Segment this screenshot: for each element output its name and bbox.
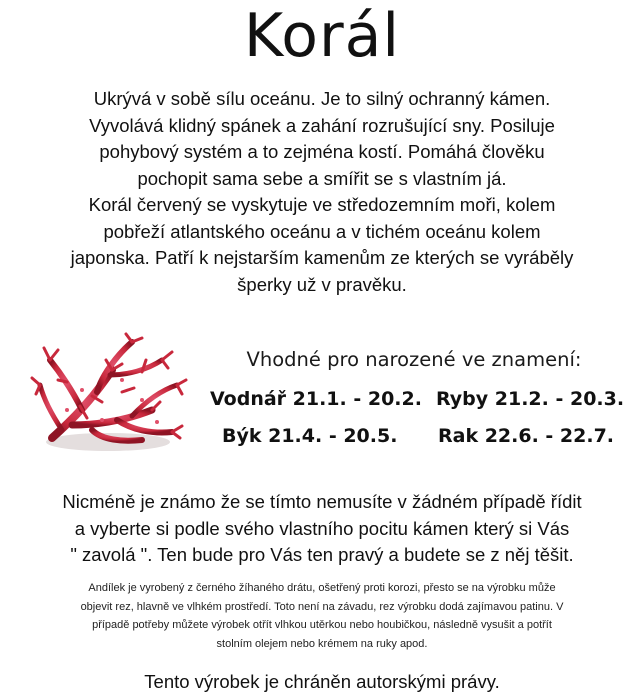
copyright-notice: Tento výrobek je chráněn autorskými právy. [144,671,500,692]
intro-line: pohybový systém a to zejména kostí. Pomáhá člověku [99,141,545,162]
care-line: Andílek je vyrobený z černého žíhaného drátu, ošetřený proti korozi, přesto se na výrobku může [88,582,556,594]
intro-line: pochopit sama sebe a smířit se s vlastním já. [137,167,507,189]
zodiac-item: Rak 22.6. - 22.7. [438,425,615,447]
intro-line: japonska. Patří k nejstarším kamenům ze kterých se vyráběly [70,247,574,268]
intro-line: Ukrývá v sobě sílu oceánu. Je to silný ochranný kámen. [93,88,551,109]
zodiac-heading: Vhodné pro narozené ve znamení: [246,348,582,371]
care-instructions [36,579,608,653]
zodiac-item: Ryby 21.2. - 20.3. [436,388,625,410]
notice-text [2,489,642,569]
zodiac-item: Býk 21.4. - 20.5. [222,425,398,447]
intro-text [6,86,638,298]
coral-image [22,330,190,458]
zodiac-item: Vodnář 21.1. - 20.2. [210,388,422,410]
intro-line: šperky už v pravěku. [237,273,407,295]
notice-line: " zavolá ". Ten bude pro Vás ten pravý a budete se z něj těšit. [70,544,574,565]
intro-line: pobřeží atlantského oceánu a v tichém oceánu kolem [103,220,541,242]
intro-line: Vyvolává klidný spánek a zahání rozrušující sny. Posiluje [89,114,555,136]
page-title: Korál [243,1,401,71]
intro-line: Korál červený se vyskytuje ve středozemním moři, kolem [88,194,556,215]
notice-line: a vyberte si podle svého vlastního pocitu kámen který si Vás [74,517,570,539]
care-line: případě potřeby můžete výrobek otřít vlhkou utěrkou nebo houbičkou, následně vysušit a potřít [92,619,552,631]
notice-line: Nicméně je známo že se tímto nemusíte v žádném případě řídit [62,491,582,512]
care-line: objevit rez, hlavně ve vlhkém prostředí. Toto není na závadu, rez výrobku dodá zajímavou patinu. V [80,600,564,613]
care-line: stolním olejem nebo krémem na ruky apod. [216,637,428,650]
